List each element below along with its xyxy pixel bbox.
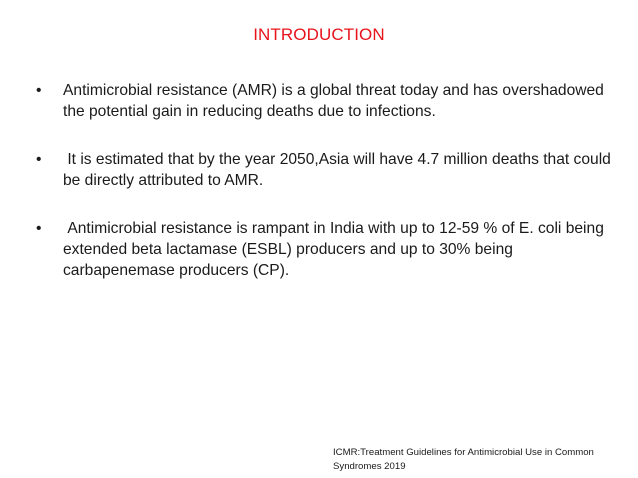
bullet-list <box>36 80 616 308</box>
bullet-item-india-resistance <box>36 218 616 281</box>
reference-citation: ICMR:Treatment Guidelines for Antimicrobial Use in Common Syndromes 2019 <box>333 447 594 472</box>
bullet-text: Antimicrobial resistance is rampant in India with up to 12-59 % of E. coli being extended beta lactamase (ESBL) producers and up to 30% being carbapenemase producers (CP). <box>63 220 609 279</box>
bullet-item-amr-threat <box>36 80 616 122</box>
bullet-icon: • <box>36 151 42 168</box>
bullet-item-asia-deaths <box>36 149 616 191</box>
bullet-icon: • <box>36 82 42 99</box>
bullet-icon: • <box>36 220 42 237</box>
slide-title: INTRODUCTION <box>253 25 385 44</box>
bullet-text: It is estimated that by the year 2050,Asia will have 4.7 million deaths that could be directly attributed to AMR. <box>63 151 616 189</box>
bullet-text: Antimicrobial resistance (AMR) is a global threat today and has overshadowed the potential gain in reducing deaths due to infections. <box>63 82 609 120</box>
